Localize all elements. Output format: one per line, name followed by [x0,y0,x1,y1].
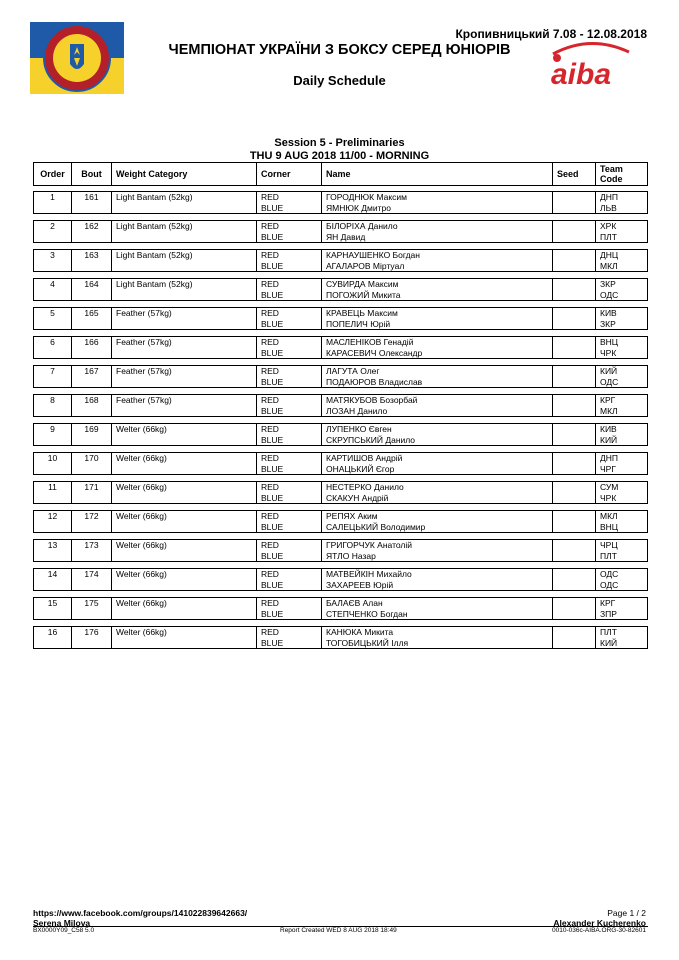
table-row [33,278,648,301]
table-row [33,510,648,533]
cell-team [595,279,649,300]
cell-corner-red: RED [261,511,279,521]
cell-weight: Feather (57kg) [116,337,172,347]
table-row [33,452,648,475]
cell-corner [256,308,321,329]
cell-corner-red: RED [261,482,279,492]
cell-corner-red: RED [261,279,279,289]
cell-name [321,221,552,242]
cell-corner [256,395,321,416]
cell-name [321,569,552,590]
cell-bout: 170 [84,453,99,463]
cell-order: 14 [47,569,58,579]
cell-corner [256,192,321,213]
column-header-team-code [595,163,649,185]
column-header-order: Order [40,168,65,179]
table-row [33,394,648,417]
cell-name-red: ГОРОДНЮК Максим [326,192,407,202]
cell-seed [552,366,595,387]
cell-name-red: КАРТИШОВ Андрій [326,453,403,463]
cell-corner [256,453,321,474]
cell-order [34,540,71,561]
cell-team-red: ДНП [600,453,619,463]
cell-corner-blue: BLUE [261,580,284,590]
cell-bout [71,279,111,300]
cell-bout: 168 [84,395,99,405]
cell-corner-red: RED [261,453,279,463]
cell-name-blue: ОНАЦЬКИЙ Єгор [326,464,395,474]
cell-team [595,250,649,271]
cell-team-blue: ЧРГ [600,464,616,474]
cell-seed [552,627,595,648]
cell-bout: 176 [84,627,99,637]
cell-order [34,569,71,590]
cell-team-red: КИВ [600,308,617,318]
cell-bout: 169 [84,424,99,434]
cell-team [595,569,649,590]
table-row [33,336,648,359]
cell-seed [552,192,595,213]
cell-corner-red: RED [261,627,279,637]
cell-name [321,627,552,648]
cell-weight [111,569,256,590]
aiba-logo-text: aiba [551,58,612,90]
cell-bout [71,453,111,474]
cell-name-blue: СКРУПСЬКИЙ Данило [326,435,416,445]
cell-order [34,192,71,213]
cell-weight [111,627,256,648]
footer-left-name: Serena Milova [33,918,91,928]
table-row [33,220,648,243]
cell-team [595,424,649,445]
team-header-line1: Team [600,164,623,174]
cell-name [321,308,552,329]
cell-corner-blue: BLUE [261,319,284,329]
cell-team-red: КИВ [600,424,617,434]
cell-name [321,511,552,532]
cell-weight [111,424,256,445]
cell-team-blue: ЧРК [600,348,617,358]
cell-weight [111,279,256,300]
cell-order [34,308,71,329]
cell-team [595,308,649,329]
cell-corner-blue: BLUE [261,435,284,445]
cell-weight: Feather (57kg) [116,366,172,376]
cell-bout: 167 [84,366,99,376]
cell-team-red: КРГ [600,598,616,608]
session-date: THU 9 AUG 2018 11/00 - MORNING [249,150,430,162]
cell-bout [71,250,111,271]
cell-team-blue: ПЛТ [600,551,617,561]
cell-name-red: КРАВЕЦЬ Максим [326,308,398,318]
cell-name-red: ЛУПЕНКО Євген [326,424,392,434]
cell-order [34,337,71,358]
cell-name-blue: ЯМНЮК Дмитро [326,203,391,213]
cell-name [321,250,552,271]
cell-corner-blue: BLUE [261,493,284,503]
cell-order [34,598,71,619]
cell-weight [111,337,256,358]
cell-seed [552,482,595,503]
cell-team-blue: ПЛТ [600,232,617,242]
cell-order: 4 [50,279,55,289]
cell-team-red: ЗКР [600,279,616,289]
cell-bout: 175 [84,598,99,608]
cell-corner-red: RED [261,424,279,434]
cell-name-blue: ТОГОБИЦЬКИЙ Ілля [326,638,409,648]
cell-name-red: БІЛОРІХА Данило [326,221,398,231]
cell-corner-blue: BLUE [261,609,284,619]
cell-corner-blue: BLUE [261,551,284,561]
column-header-seed: Seed [552,163,595,185]
cell-name [321,482,552,503]
cell-corner-red: RED [261,308,279,318]
cell-order: 7 [50,366,55,376]
cell-bout [71,337,111,358]
cell-corner [256,366,321,387]
cell-seed [552,569,595,590]
footer-right-name: Alexander Kucherenko [553,918,646,928]
cell-team [595,453,649,474]
cell-order [34,395,71,416]
cell-corner [256,337,321,358]
cell-name [321,424,552,445]
page-number: Page 1 / 2 [607,908,646,918]
cell-name-red: МАСЛЕНІКОВ Генадій [326,337,414,347]
footer-code-right: 0010-036c-AIBA.ORG-30-82601 [552,927,646,934]
cell-weight: Light Bantam (52kg) [116,279,193,289]
cell-corner [256,569,321,590]
cell-order: 2 [50,221,55,231]
cell-bout [71,395,111,416]
cell-weight [111,540,256,561]
cell-weight [111,366,256,387]
cell-team-blue: ЗКР [600,319,616,329]
table-row [33,365,648,388]
cell-corner-red: RED [261,192,279,202]
cell-corner-red: RED [261,221,279,231]
cell-name-blue: ЯН Давид [326,232,366,242]
cell-team-red: ОДС [600,569,619,579]
team-header-line2: Code [600,174,623,184]
cell-bout: 173 [84,540,99,550]
table-row [33,423,648,446]
cell-corner [256,627,321,648]
cell-name-red: МАТЯКУБОВ Бозорбай [326,395,418,405]
cell-name [321,337,552,358]
cell-team-blue: МКЛ [600,406,618,416]
cell-team-blue: КИЙ [600,435,618,445]
cell-name-blue: КАРАСЕВИЧ Олександр [326,348,423,358]
cell-bout [71,540,111,561]
cell-name-red: БАЛАЄВ Алан [326,598,383,608]
cell-name-blue: ЛОЗАН Данило [326,406,388,416]
cell-weight: Welter (66kg) [116,540,167,550]
cell-corner-blue: BLUE [261,377,284,387]
cell-seed [552,250,595,271]
cell-seed [552,279,595,300]
cell-name [321,453,552,474]
cell-team [595,598,649,619]
cell-weight [111,453,256,474]
column-header-bout: Bout [71,163,111,185]
cell-order [34,453,71,474]
table-row [33,307,648,330]
cell-seed [552,424,595,445]
cell-corner [256,279,321,300]
cell-team [595,221,649,242]
cell-weight [111,250,256,271]
report-created: Report Created WED 8 AUG 2018 18:49 [280,927,397,934]
cell-bout: 171 [84,482,99,492]
cell-order: 13 [47,540,58,550]
cell-team [595,366,649,387]
cell-bout [71,569,111,590]
cell-corner [256,250,321,271]
cell-team-blue: ЗПР [600,609,617,619]
cell-corner-red: RED [261,395,279,405]
cell-weight: Welter (66kg) [116,569,167,579]
cell-name-red: НЕСТЕРКО Данило [326,482,404,492]
cell-corner-blue: BLUE [261,290,284,300]
cell-corner-blue: BLUE [261,232,284,242]
cell-corner [256,221,321,242]
cell-name-red: КАРНАУШЕНКО Богдан [326,250,420,260]
footer-code-left: BX0000Y09_C58 5.0 [33,927,95,934]
cell-order: 1 [50,192,55,202]
cell-order: 16 [47,627,58,637]
cell-bout: 163 [84,250,99,260]
cell-order: 9 [50,424,55,434]
cell-team-blue: ВНЦ [600,522,619,532]
cell-team-blue: ОДС [600,580,619,590]
cell-bout: 166 [84,337,99,347]
cell-team-blue: КИЙ [600,638,618,648]
table-row [33,191,648,214]
cell-order: 3 [50,250,55,260]
cell-team-red: СУМ [600,482,619,492]
cell-seed [552,511,595,532]
cell-weight: Welter (66kg) [116,482,167,492]
cell-bout: 162 [84,221,99,231]
cell-corner-red: RED [261,337,279,347]
cell-seed [552,221,595,242]
cell-team [595,540,649,561]
cell-weight: Feather (57kg) [116,395,172,405]
cell-order [34,511,71,532]
cell-weight: Light Bantam (52kg) [116,221,193,231]
cell-seed [552,453,595,474]
cell-corner-blue: BLUE [261,464,284,474]
cell-team-blue: ЛЬВ [600,203,617,213]
cell-bout: 172 [84,511,99,521]
cell-team [595,627,649,648]
cell-order: 5 [50,308,55,318]
cell-weight: Welter (66kg) [116,453,167,463]
cell-seed [552,598,595,619]
cell-weight: Light Bantam (52kg) [116,250,193,260]
column-header-corner: Corner [256,163,321,185]
cell-corner-red: RED [261,366,279,376]
cell-name [321,192,552,213]
cell-bout: 174 [84,569,99,579]
cell-corner-blue: BLUE [261,261,284,271]
cell-team-blue: ЧРК [600,493,617,503]
cell-order: 6 [50,337,55,347]
cell-corner-blue: BLUE [261,406,284,416]
cell-team-red: МКЛ [600,511,618,521]
cell-order [34,366,71,387]
cell-team-red: КРГ [600,395,616,405]
cell-team-red: ВНЦ [600,337,619,347]
cell-weight: Welter (66kg) [116,627,167,637]
cell-weight [111,308,256,329]
cell-bout [71,598,111,619]
cell-team [595,482,649,503]
cell-bout [71,511,111,532]
cell-weight: Feather (57kg) [116,308,172,318]
cell-corner-blue: BLUE [261,522,284,532]
table-row [33,481,648,504]
cell-name [321,366,552,387]
cell-order [34,250,71,271]
cell-name-red: РЕПЯХ Аким [326,511,378,521]
session-title: Session 5 - Preliminaries [274,137,405,149]
cell-order: 10 [47,453,58,463]
cell-weight [111,221,256,242]
cell-team-red: ХРК [600,221,617,231]
cell-team-red: ПЛТ [600,627,617,637]
cell-weight: Welter (66kg) [116,424,167,434]
cell-order: 8 [50,395,55,405]
cell-name-blue: АГАЛАРОВ Міртуал [326,261,405,271]
cell-seed [552,395,595,416]
cell-bout [71,627,111,648]
cell-team-red: ДНП [600,192,619,202]
event-city-dates: Кропивницький 7.08 - 12.08.2018 [455,27,647,41]
cell-bout [71,482,111,503]
cell-corner [256,424,321,445]
cell-weight: Light Bantam (52kg) [116,192,193,202]
cell-bout [71,308,111,329]
table-row [33,249,648,272]
footer-url[interactable]: https://www.facebook.com/groups/141022839642663/ [33,908,248,918]
cell-corner-red: RED [261,569,279,579]
cell-name-blue: СКАКУН Андрій [326,493,389,503]
cell-corner-red: RED [261,540,279,550]
cell-weight [111,192,256,213]
cell-bout [71,192,111,213]
cell-name [321,279,552,300]
cell-corner [256,598,321,619]
cell-team-blue: ОДС [600,290,619,300]
cell-order: 11 [48,482,57,492]
cell-name-blue: САЛЕЦЬКИЙ Володимир [326,522,426,532]
cell-order: 12 [47,511,58,521]
cell-order: 15 [47,598,58,608]
cell-name-blue: ПОПЕЛИЧ Юрій [326,319,391,329]
cell-corner-blue: BLUE [261,348,284,358]
cell-weight [111,511,256,532]
cell-name-red: ГРИГОРЧУК Анатолій [326,540,413,550]
cell-name [321,540,552,561]
cell-corner [256,511,321,532]
table-header [33,162,648,186]
cell-corner-red: RED [261,250,279,260]
cell-name-blue: СТЕПЧЕНКО Богдан [326,609,408,619]
cell-name-red: СУВИРДА Максим [326,279,399,289]
cell-name-blue: ЗАХАРЕЕВ Юрій [326,580,394,590]
cell-weight [111,482,256,503]
cell-corner-blue: BLUE [261,638,284,648]
cell-corner [256,482,321,503]
cell-bout: 161 [84,192,99,202]
cell-name-blue: ЯТЛО Назар [326,551,376,561]
cell-order [34,279,71,300]
cell-name-blue: ПОДАЮРОВ Владислав [326,377,423,387]
cell-bout [71,424,111,445]
table-row [33,626,648,649]
cell-weight: Welter (66kg) [116,598,167,608]
cell-team-blue: МКЛ [600,261,618,271]
page-subtitle: Daily Schedule [293,73,386,88]
cell-weight [111,598,256,619]
cell-team-red: КИЙ [600,366,618,376]
cell-order [34,627,71,648]
cell-bout [71,366,111,387]
cell-weight: Welter (66kg) [116,511,167,521]
cell-name-blue: ПОГОЖИЙ Микита [326,290,401,300]
cell-team [595,192,649,213]
cell-team-red: ДНЦ [600,250,619,260]
column-header-weight: Weight Category [111,163,256,185]
cell-name-red: МАТВЕЙКІН Михайло [326,569,412,579]
cell-bout: 164 [84,279,99,289]
cell-order [34,424,71,445]
cell-corner-red: RED [261,598,279,608]
cell-team-red: ЧРЦ [600,540,618,550]
championship-title: ЧЕМПІОНАТ УКРАЇНИ З БОКСУ СЕРЕД ЮНІОРІВ [168,42,511,58]
cell-seed [552,308,595,329]
cell-corner [256,540,321,561]
column-header-name: Name [321,163,552,185]
table-row [33,568,648,591]
cell-corner-blue: BLUE [261,203,284,213]
table-row [33,539,648,562]
cell-bout [71,221,111,242]
cell-seed [552,540,595,561]
cell-order [34,482,71,503]
cell-team [595,395,649,416]
cell-team [595,337,649,358]
cell-seed [552,337,595,358]
table-row [33,597,648,620]
cell-name [321,395,552,416]
cell-name-red: КАНЮКА Микита [326,627,394,637]
cell-order [34,221,71,242]
cell-name [321,598,552,619]
cell-team-blue: ОДС [600,377,619,387]
cell-bout: 165 [84,308,99,318]
cell-weight [111,395,256,416]
cell-name-red: ЛАГУТА Олег [326,366,380,376]
cell-team [595,511,649,532]
